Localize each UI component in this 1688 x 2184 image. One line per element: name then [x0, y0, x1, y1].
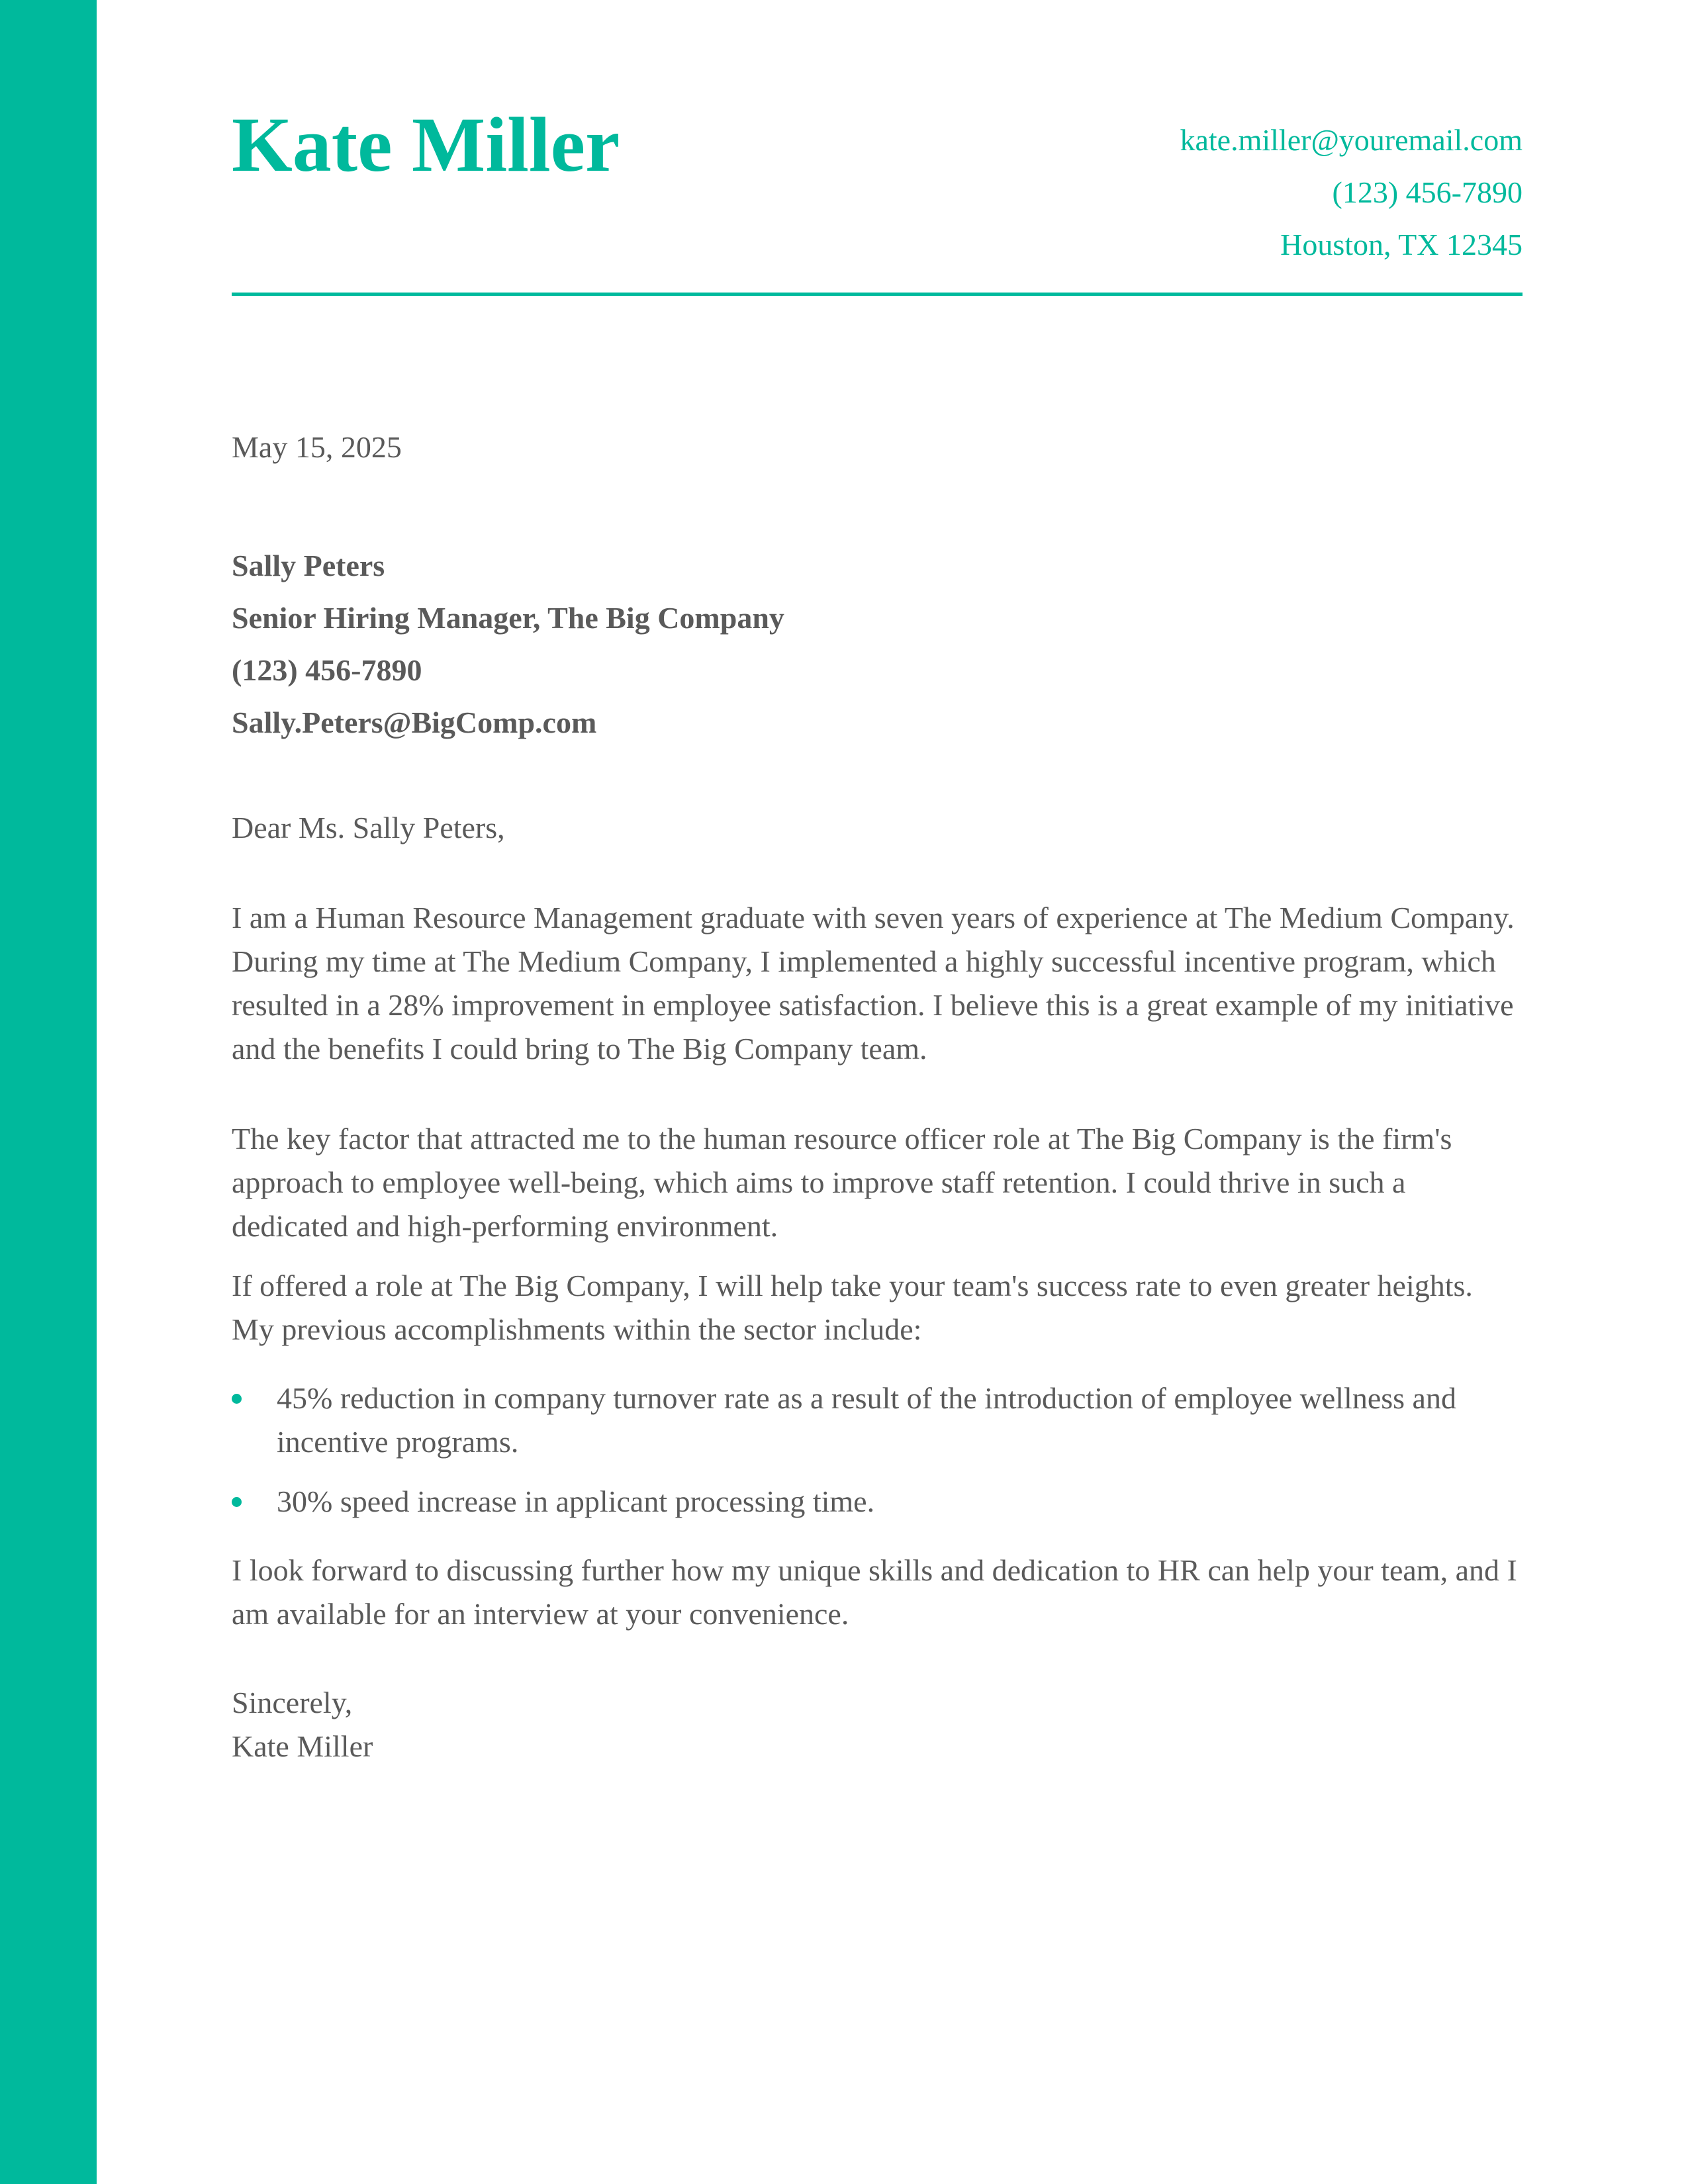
cover-letter — [232, 0, 1523, 1763]
sender-location: Houston, TX 12345 — [1280, 228, 1523, 261]
paragraph-intro: I am a Human Resource Management graduate with seven years of experience at The Medium Company. During my time at The Medium Company, I implemented a highly successful incentive program, which resulted in a 28% improvement in employee satisfaction. I believe this is a great example of my initiative and the benefits I could bring to The Big Company team. — [232, 901, 1515, 1066]
salutation: Dear Ms. Sally Peters, — [232, 811, 505, 844]
paragraph-motivation: The key factor that attracted me to the human resource officer role at The Big Company is the firm's approach to employee well-being, which aims to improve staff retention. I could thrive in such a dedicated and high-performing environment. — [232, 1122, 1452, 1243]
bullet-icon — [232, 1394, 242, 1404]
recipient-title: Senior Hiring Manager, The Big Company — [232, 601, 784, 635]
recipient-name: Sally Peters — [232, 549, 385, 582]
letter-date: May 15, 2025 — [232, 430, 402, 464]
recipient-phone: (123) 456-7890 — [232, 653, 422, 687]
sender-email[interactable]: kate.miller@youremail.com — [1180, 123, 1523, 157]
signoff — [232, 1681, 373, 1768]
signature: Kate Miller — [232, 1729, 373, 1763]
sender-contact — [1180, 114, 1523, 271]
paragraph-closing: I look forward to discussing further how my unique skills and dedication to HR can help your team, and I am available for an interview at your convenience. — [232, 1553, 1517, 1631]
recipient-block — [232, 539, 784, 749]
accomplishment-text: 30% speed increase in applicant processing time. — [277, 1484, 875, 1518]
header-divider — [232, 293, 1523, 296]
list-item — [232, 1377, 1523, 1464]
valediction: Sincerely, — [232, 1686, 353, 1719]
accomplishments-list — [232, 1377, 1523, 1539]
recipient-email[interactable]: Sally.Peters@BigComp.com — [232, 705, 597, 739]
accomplishment-text: 45% reduction in company turnover rate as a result of the introduction of employee wellness and incentive programs. — [277, 1381, 1456, 1459]
paragraph-accomplishments-intro: If offered a role at The Big Company, I will help take your team's success rate to even greater heights. My previous accomplishments within the sector include: — [232, 1269, 1473, 1346]
list-item — [232, 1480, 1523, 1524]
sender-phone: (123) 456-7890 — [1332, 175, 1523, 209]
bullet-icon — [232, 1497, 242, 1507]
letter-header — [232, 0, 1523, 299]
accent-sidebar — [0, 0, 97, 2184]
sender-name: Kate Miller — [232, 101, 620, 188]
